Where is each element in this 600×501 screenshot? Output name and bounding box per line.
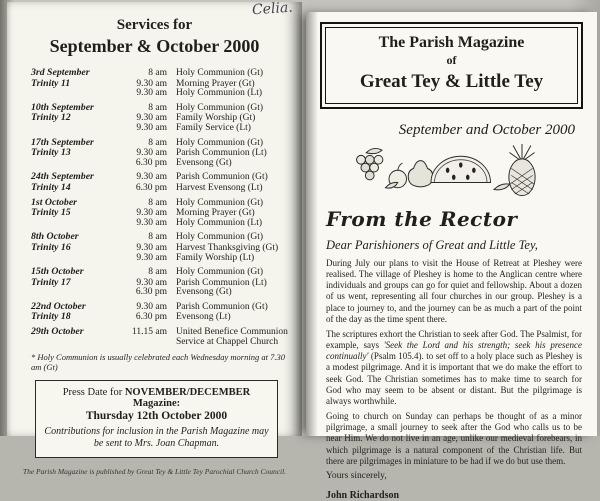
service-name: Morning Prayer (Gt)	[176, 208, 255, 219]
service-name: Parish Communion (Gt)	[176, 172, 268, 183]
masthead-line3: Great Tey & Little Tey	[359, 71, 544, 92]
harvest-fruits-icon	[345, 144, 559, 200]
service-name: Harvest Evensong (Lt)	[176, 182, 263, 193]
service-block	[31, 267, 294, 298]
service-trinity: Trinity 11	[31, 77, 71, 89]
masthead-line1: The Parish Magazine	[378, 34, 525, 51]
service-trinity: Trinity 14	[31, 181, 71, 193]
service-trinity: Trinity 15	[31, 207, 71, 219]
service-trinity: Trinity 16	[31, 241, 71, 253]
service-name: Holy Communion (Gt)	[176, 102, 264, 113]
letter-closing: Yours sincerely,	[326, 470, 387, 481]
services-title-line2: September & October 2000	[49, 36, 260, 56]
service-time: 6.30 pm	[135, 157, 167, 168]
masthead-line2: of	[446, 53, 457, 67]
service-time: 9.30 am	[136, 217, 167, 228]
service-time: 9.30 am	[136, 277, 167, 288]
service-date: 22nd October	[31, 300, 86, 312]
letter-paragraph: During July our plans to visit the House of Retreat at Pleshey were realised. The village of Pleshey is home to the Anglican centre where individuals and groups can go for quiet and fellowship. About a dozen of us went, representing all four churches in our group. Pleshey is a place to journey to, and the journey can be as much a part of the point of the day as the time spent there.	[326, 258, 582, 324]
service-block	[31, 327, 294, 347]
magazine-masthead	[320, 22, 583, 109]
service-time: 9.30 am	[136, 242, 167, 253]
service-time: 9.30 am	[136, 78, 167, 89]
service-time: 9.30 am	[136, 172, 167, 183]
magazine-masthead-inner	[325, 27, 578, 104]
service-row	[31, 243, 294, 254]
service-date: 8th October	[31, 231, 79, 243]
service-row	[31, 327, 294, 347]
service-time: 6.30 pm	[135, 312, 167, 323]
service-time: 9.30 am	[136, 88, 167, 99]
press-date-prefix: Press Date for	[62, 387, 125, 399]
service-date: 24th September	[31, 171, 94, 183]
service-trinity: Trinity 17	[31, 276, 71, 288]
service-name: Holy Communion (Gt)	[176, 232, 264, 243]
service-block	[31, 198, 294, 229]
service-row	[31, 219, 294, 229]
service-date: 29th October	[31, 326, 84, 338]
services-title-line1: Services for	[116, 17, 193, 33]
service-date: 17th September	[31, 136, 94, 148]
service-name: Evensong (Gt)	[176, 157, 232, 168]
service-name: Harvest Thanksgiving (Gt)	[176, 242, 279, 253]
service-name: Family Worship (Gt)	[176, 113, 256, 124]
service-date: 3rd September	[31, 67, 90, 78]
service-name: Parish Communion (Lt)	[176, 277, 267, 288]
service-trinity: Trinity 18	[31, 311, 71, 323]
service-name: Morning Prayer (Gt)	[176, 78, 255, 89]
letter-body	[326, 258, 582, 467]
publisher-imprint: The Parish Magazine is published by Great Tey & Little Tey Parochial Church Council.	[22, 466, 287, 476]
service-block	[31, 172, 294, 193]
service-time: 6.30 pm	[135, 182, 167, 193]
service-row	[31, 312, 294, 323]
service-name: Holy Communion (Gt)	[176, 267, 264, 278]
section-heading: From the Rector	[326, 207, 518, 231]
press-contributions-note: Contributions for inclusion in the Parish Magazine may be sent to Mrs. Joan Chapman.	[44, 426, 269, 450]
service-block	[31, 302, 294, 323]
service-row	[31, 254, 294, 264]
service-name: Parish Communion (Lt)	[176, 148, 267, 159]
handwritten-note: Celia.	[251, 0, 294, 19]
service-trinity: Trinity 13	[31, 147, 71, 159]
press-date-box	[35, 380, 278, 458]
press-date-title: NOVEMBER/DECEMBER Magazine:	[124, 387, 251, 410]
service-row	[31, 68, 294, 79]
letter-salutation: Dear Parishioners of Great and Little Tey,	[326, 238, 538, 252]
service-time: 8 am	[148, 137, 167, 148]
service-name: Evensong (Gt)	[176, 287, 232, 298]
service-time: 11.15 am	[131, 327, 167, 338]
service-row	[31, 288, 294, 298]
service-time: 8 am	[148, 267, 167, 278]
service-time: 9.30 am	[136, 113, 167, 124]
service-date: 10th September	[31, 101, 94, 113]
service-row	[31, 124, 294, 134]
press-date-value: Thursday 12th October 2000	[85, 410, 228, 423]
service-time: 8 am	[148, 197, 167, 208]
page-spine-shadow	[306, 12, 318, 436]
service-time: 6.30 pm	[135, 287, 167, 298]
service-date: 1st October	[31, 196, 77, 208]
letter-paragraph: The scriptures exhort the Christian to seek after God. The Psalmist, for example, says 'Seek the Lord and his strength; seek his presence continually' (Psalm 105.4). to set off to a holy place such as Pleshey is a modest pilgrimage. And it is important that we do make the effort to seek God. The Christian sometimes has to make time to search for God who may seem to be absent or distant. But the pilgrimage is always worthwhile.	[326, 328, 583, 406]
service-name: Family Worship (Lt)	[176, 252, 255, 263]
service-time: 9.30 am	[136, 122, 167, 133]
service-time: 8 am	[148, 232, 167, 243]
service-time: 9.30 am	[136, 301, 167, 312]
service-block	[31, 232, 294, 263]
harvest-fruits-illustration	[306, 144, 597, 202]
service-block	[31, 103, 294, 134]
service-name: Parish Communion (Gt)	[176, 301, 268, 312]
service-row	[31, 183, 294, 194]
service-block	[31, 68, 294, 99]
service-row	[31, 159, 294, 169]
letter-signature: John Richardson	[326, 489, 400, 501]
service-time: 9.30 am	[136, 148, 167, 159]
service-trinity: Trinity 12	[31, 112, 71, 124]
service-name: Holy Communion (Lt)	[176, 88, 263, 99]
service-block	[31, 138, 294, 169]
letter-paragraph: Going to church on Sunday can perhaps be thought of as a minor pilgrimage, a small journey to seek after the God who calls us to be near Him. We do not live in an age, unlike our medieval forebears, in which pilgrimage is a natural component of the Christian life. But there are pilgrimages in miniature to be had if we do but use them.	[326, 411, 582, 466]
service-name: United Benefice Communion Service at Chappel Church	[176, 327, 288, 347]
service-name: Holy Communion (Gt)	[176, 68, 264, 78]
service-row	[31, 89, 294, 99]
service-time: 9.30 am	[136, 252, 167, 263]
service-name: Evensong (Lt)	[176, 312, 231, 323]
service-name: Holy Communion (Gt)	[176, 137, 264, 148]
press-date-line	[44, 387, 269, 409]
service-name: Family Service (Lt)	[176, 122, 251, 133]
service-name: Holy Communion (Lt)	[176, 217, 263, 228]
right-page	[306, 12, 597, 501]
issue-date: September and October 2000	[398, 122, 575, 138]
left-page	[7, 2, 302, 476]
service-date: 15th October	[31, 266, 84, 278]
service-time: 8 am	[148, 102, 167, 113]
service-time: 8 am	[148, 68, 167, 78]
services-footnote: * Holy Communion is usually celebrated each Wednesday morning at 7.30 am (Gt)	[31, 352, 285, 373]
services-list	[31, 68, 294, 347]
service-time: 9.30 am	[136, 208, 167, 219]
service-name: Holy Communion (Gt)	[176, 197, 264, 208]
